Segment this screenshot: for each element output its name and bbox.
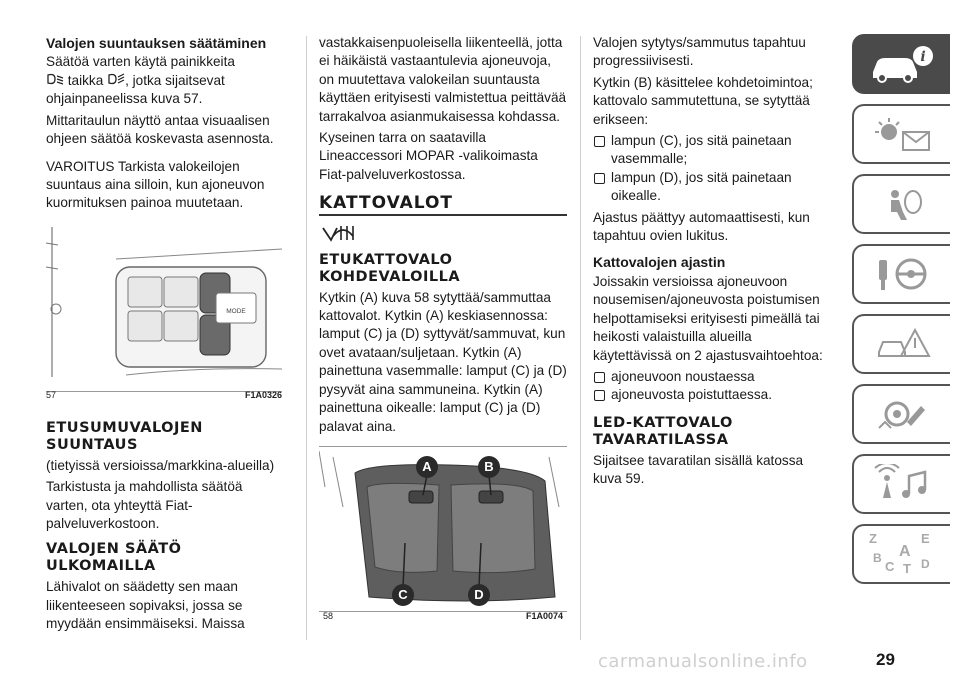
breakdown-icon — [867, 324, 937, 364]
paragraph: Tarkistusta ja mahdollista säätöä varten, ota yhteyttä Fiat-palveluverkostoon. — [46, 479, 243, 532]
paragraph: Lähivalot on säädetty sen maan liikenteeseen sopivaksi, jossa se myydään ensimmäiseksi. Maissa — [46, 579, 245, 632]
tab-multimedia[interactable] — [852, 454, 950, 514]
index-letter: D — [921, 557, 930, 571]
index-letter: A — [899, 543, 911, 560]
figure-number: 57 — [46, 390, 57, 401]
paragraph: Kyseinen tarra on saatavilla Lineaccessori MOPAR -valikoimasta Fiat-palveluverkostossa. — [319, 130, 538, 182]
watermark: carmanualsonline.info — [598, 651, 808, 672]
heading-rule — [319, 214, 567, 216]
tab-emergency[interactable] — [852, 314, 950, 374]
bullet-box-icon — [594, 173, 605, 184]
paragraph: Joissakin versioissa ajoneuvoon nousemisen/ajoneuvosta poistumisen helpottamiseksi erityisesti pimeällä tai heikosti valaistuilla alueilla käytettävissä on 2 ajastusvaihtoehtoa: — [593, 273, 823, 363]
tab-airbag[interactable] — [852, 174, 950, 234]
section-heading: Kattovalojen ajastin — [593, 254, 726, 271]
chapter-heading: KATTOVALOT — [319, 193, 454, 214]
text: taikka — [67, 72, 104, 88]
multimedia-icon — [867, 464, 937, 504]
list-item-text: lampun (D), jos sitä painetaan oikealle. — [611, 169, 792, 204]
service-icon — [867, 394, 937, 434]
index-letter: B — [873, 551, 882, 565]
bullet-box-icon — [594, 372, 605, 383]
paragraph: Ajastus päättyy automaattisesti, kun tapahtuu ovien lukitus. — [593, 209, 810, 244]
paragraph: Mittaritaulun näyttö antaa visuaalisen ohjeen säätöä koskevasta asennosta. — [46, 112, 274, 147]
figure-code: F1A0074 — [525, 610, 563, 621]
tab-warning-lights[interactable] — [852, 104, 950, 164]
callout-d: D — [474, 586, 484, 602]
paragraph: vastakkaisenpuoleisella liikenteellä, jotta ei häikäistä vastaantulevia ajoneuvoja, on muutettava valokeilan suuntausta käyttäen erityisesti valmistettua peittävää tarrakalvoa asianmukaisessa kohdassa. — [319, 35, 567, 124]
chapter-tabs — [852, 34, 950, 594]
figure-label-mode: MODE — [226, 307, 246, 315]
svg-text:i: i — [920, 49, 926, 65]
column-2 — [319, 0, 567, 621]
list-item-text: ajoneuvoon noustaessa — [611, 368, 755, 384]
tab-car-info[interactable] — [852, 34, 950, 94]
column-separator — [306, 36, 307, 640]
paragraph: (tietyissä versioissa/markkina-alueilla) — [46, 457, 275, 473]
headlight-adjust-down-icon — [46, 72, 64, 90]
car-info-icon — [867, 44, 937, 84]
paragraph: Valojen sytytys/sammutus tapahtuu progressiivisesti. — [593, 35, 806, 69]
warning-lights-icon — [867, 114, 937, 154]
bullet-box-icon — [594, 136, 605, 147]
column-1 — [46, 0, 282, 637]
figure-number: 58 — [323, 610, 334, 621]
column-separator — [580, 36, 581, 640]
section-heading: Valojen suuntauksen säätäminen — [46, 35, 267, 51]
index-letter: E — [921, 531, 930, 546]
figure-code: F1A0326 — [244, 390, 282, 401]
section-heading: LED-KATTOVALO TAVARATILASSA — [593, 414, 733, 448]
index-icon — [867, 531, 937, 577]
callout-a: A — [422, 458, 432, 474]
callout-c: C — [398, 586, 408, 602]
list-item-text: ajoneuvosta poistuttaessa. — [611, 387, 772, 403]
paragraph: Sijaitsee tavaratilan sisällä katossa kuva 59. — [593, 452, 804, 487]
tab-index[interactable] — [852, 524, 950, 584]
key-steering-icon — [867, 254, 937, 294]
section-heading: ETUSUMUVALOJEN SUUNTAUS — [46, 419, 203, 453]
list-item — [593, 169, 829, 206]
ceiling-light-illustration — [319, 447, 567, 611]
list-item — [593, 132, 829, 169]
paragraph: Kytkin (A) kuva 58 sytyttää/sammuttaa kattovalot. Kytkin (A) keskiasennossa: lamput (C) ja (D) syttyvät/sammuvat, kun ovet avataan/suljetaan. Kytkin (A) painettuna vasemmalle: lamput (C) ja (D) pysyvät aina sammuneina. Kytkin (A) painettuna oikealle: lamput (C) ja (D) palavat aina. — [319, 289, 567, 434]
text: Säätöä varten käytä painikkeita — [46, 54, 235, 70]
list-item-text: lampun (C), jos sitä painetaan vasemmalle; — [611, 133, 792, 167]
column-3 — [593, 0, 829, 492]
headlight-adjust-up-icon — [107, 72, 125, 90]
list-item — [593, 386, 829, 404]
list-item — [593, 368, 829, 386]
figure-57 — [46, 227, 282, 401]
index-letter: C — [885, 559, 895, 574]
index-letter: T — [903, 561, 911, 576]
tab-starting-driving[interactable] — [852, 244, 950, 304]
ceiling-light-icon — [321, 222, 567, 249]
callout-b: B — [484, 458, 494, 474]
text: , jotka sijaitsevat ohjainpaneelissa kuva 57. — [46, 72, 225, 107]
paragraph — [46, 53, 282, 108]
page-number: 29 — [876, 650, 895, 669]
paragraph: Kytkin (B) käsittelee kohdetoimintoa; kattovalo sammutettuna, se sytyttää erikseen: — [593, 74, 813, 127]
figure-58 — [319, 446, 567, 621]
section-heading: VALOJEN SÄÄTÖ ULKOMAILLA — [46, 541, 182, 575]
index-letter: Z — [869, 531, 877, 546]
bullet-box-icon — [594, 390, 605, 401]
tab-maintenance[interactable] — [852, 384, 950, 444]
airbag-icon — [867, 184, 937, 224]
section-heading: ETUKATTOVALO KOHDEVALOILLA — [319, 251, 461, 285]
warning-paragraph: VAROITUS Tarkista valokeilojen suuntaus aina silloin, kun ajoneuvon kuormituksen painoa muutetaan. — [46, 158, 265, 211]
